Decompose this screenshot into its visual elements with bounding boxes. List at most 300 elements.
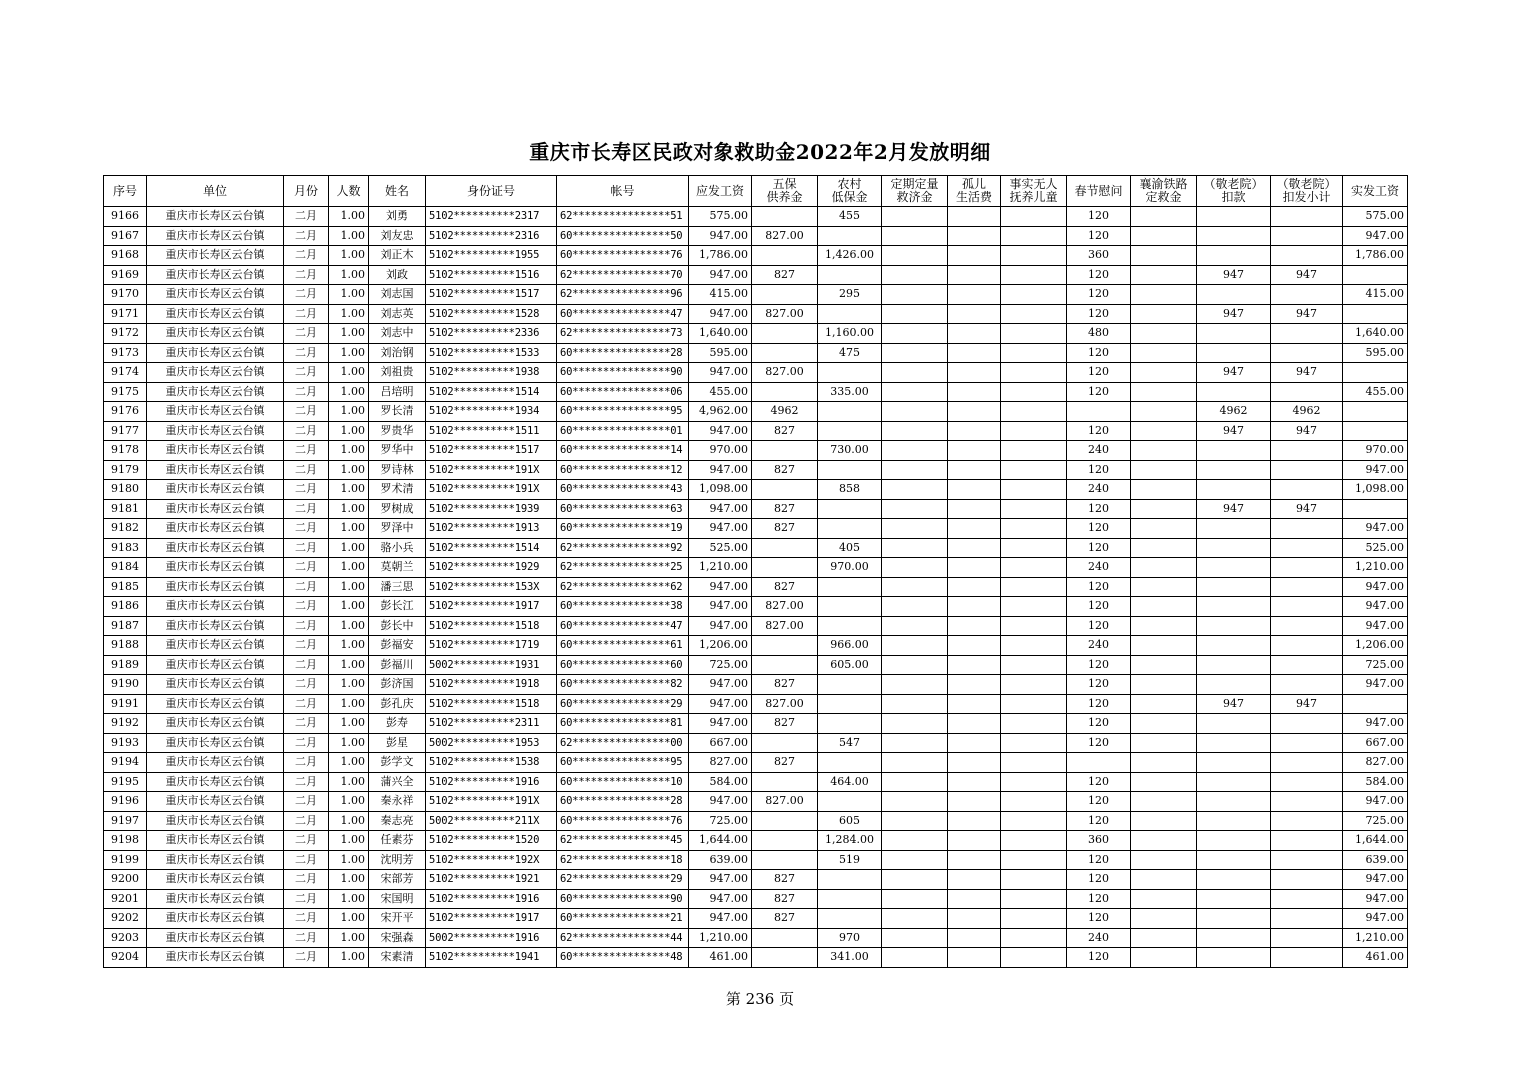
cell-net-pay: 725.00 <box>1343 655 1408 675</box>
cell-id-number: 5102**********153X <box>426 577 557 597</box>
cell-seq: 9191 <box>104 694 147 714</box>
cell-nursing-home-deduction: 947 <box>1197 304 1271 324</box>
cell-name: 吕培明 <box>369 382 426 402</box>
cell-month: 二月 <box>284 909 329 929</box>
cell-month: 二月 <box>284 850 329 870</box>
cell-seq: 9167 <box>104 226 147 246</box>
cell-rural-dibao <box>818 363 882 383</box>
cell-seq: 9175 <box>104 382 147 402</box>
cell-count: 1.00 <box>329 811 369 831</box>
cell-nursing-home-deduction <box>1197 928 1271 948</box>
cell-month: 二月 <box>284 889 329 909</box>
cell-rural-dibao <box>818 597 882 617</box>
cell-unit: 重庆市长寿区云台镇 <box>147 480 284 500</box>
cell-id-number: 5102**********1955 <box>426 246 557 266</box>
cell-de-facto-orphan <box>1001 616 1067 636</box>
cell-unit: 重庆市长寿区云台镇 <box>147 597 284 617</box>
cell-month: 二月 <box>284 636 329 656</box>
cell-account-number: 62****************29 <box>557 870 689 890</box>
cell-rural-dibao <box>818 694 882 714</box>
cell-seq: 9183 <box>104 538 147 558</box>
table-row <box>104 948 1408 968</box>
cell-seq: 9179 <box>104 460 147 480</box>
cell-unit: 重庆市长寿区云台镇 <box>147 207 284 227</box>
cell-account-number: 62****************62 <box>557 577 689 597</box>
cell-account-number: 60****************82 <box>557 675 689 695</box>
table-row <box>104 909 1408 929</box>
cell-rural-dibao <box>818 753 882 773</box>
cell-xiangyu-railway-relief <box>1131 226 1197 246</box>
cell-nursing-home-deduction-subtotal <box>1271 460 1343 480</box>
table-row <box>104 363 1408 383</box>
cell-orphan-allowance <box>948 655 1001 675</box>
cell-spring-festival-bonus: 360 <box>1067 246 1131 266</box>
cell-count: 1.00 <box>329 304 369 324</box>
cell-fixed-relief <box>882 636 948 656</box>
cell-orphan-allowance <box>948 480 1001 500</box>
cell-spring-festival-bonus: 240 <box>1067 558 1131 578</box>
cell-account-number: 60****************47 <box>557 304 689 324</box>
cell-wubao-support <box>752 772 818 792</box>
cell-nursing-home-deduction-subtotal <box>1271 675 1343 695</box>
cell-nursing-home-deduction-subtotal <box>1271 226 1343 246</box>
cell-nursing-home-deduction-subtotal <box>1271 928 1343 948</box>
cell-orphan-allowance <box>948 850 1001 870</box>
cell-de-facto-orphan <box>1001 207 1067 227</box>
cell-gross-pay: 947.00 <box>689 694 752 714</box>
cell-orphan-allowance <box>948 382 1001 402</box>
cell-seq: 9196 <box>104 792 147 812</box>
cell-nursing-home-deduction <box>1197 889 1271 909</box>
cell-de-facto-orphan <box>1001 538 1067 558</box>
cell-rural-dibao: 335.00 <box>818 382 882 402</box>
cell-count: 1.00 <box>329 850 369 870</box>
cell-unit: 重庆市长寿区云台镇 <box>147 831 284 851</box>
cell-count: 1.00 <box>329 343 369 363</box>
cell-gross-pay: 947.00 <box>689 304 752 324</box>
cell-count: 1.00 <box>329 363 369 383</box>
table-row <box>104 460 1408 480</box>
cell-name: 任素芬 <box>369 831 426 851</box>
cell-xiangyu-railway-relief <box>1131 831 1197 851</box>
cell-de-facto-orphan <box>1001 714 1067 734</box>
cell-account-number: 60****************01 <box>557 421 689 441</box>
cell-seq: 9173 <box>104 343 147 363</box>
cell-gross-pay: 947.00 <box>689 577 752 597</box>
cell-rural-dibao: 455 <box>818 207 882 227</box>
cell-unit: 重庆市长寿区云台镇 <box>147 870 284 890</box>
cell-spring-festival-bonus: 120 <box>1067 207 1131 227</box>
cell-gross-pay: 947.00 <box>689 460 752 480</box>
cell-seq: 9202 <box>104 909 147 929</box>
cell-rural-dibao: 970.00 <box>818 558 882 578</box>
cell-count: 1.00 <box>329 460 369 480</box>
table-row <box>104 636 1408 656</box>
cell-month: 二月 <box>284 870 329 890</box>
cell-fixed-relief <box>882 909 948 929</box>
cell-nursing-home-deduction-subtotal <box>1271 577 1343 597</box>
cell-xiangyu-railway-relief <box>1131 675 1197 695</box>
cell-count: 1.00 <box>329 675 369 695</box>
cell-unit: 重庆市长寿区云台镇 <box>147 265 284 285</box>
cell-month: 二月 <box>284 733 329 753</box>
cell-unit: 重庆市长寿区云台镇 <box>147 226 284 246</box>
cell-count: 1.00 <box>329 655 369 675</box>
table-row <box>104 402 1408 422</box>
cell-net-pay <box>1343 363 1408 383</box>
cell-wubao-support: 827 <box>752 753 818 773</box>
cell-nursing-home-deduction-subtotal <box>1271 870 1343 890</box>
header-id-number: 身份证号 <box>426 176 557 207</box>
cell-count: 1.00 <box>329 538 369 558</box>
cell-nursing-home-deduction-subtotal <box>1271 538 1343 558</box>
cell-fixed-relief <box>882 577 948 597</box>
cell-xiangyu-railway-relief <box>1131 538 1197 558</box>
cell-wubao-support <box>752 928 818 948</box>
cell-spring-festival-bonus: 120 <box>1067 285 1131 305</box>
cell-gross-pay: 595.00 <box>689 343 752 363</box>
cell-nursing-home-deduction-subtotal <box>1271 616 1343 636</box>
cell-count: 1.00 <box>329 694 369 714</box>
cell-fixed-relief <box>882 694 948 714</box>
cell-nursing-home-deduction <box>1197 480 1271 500</box>
cell-de-facto-orphan <box>1001 324 1067 344</box>
cell-de-facto-orphan <box>1001 402 1067 422</box>
cell-rural-dibao <box>818 226 882 246</box>
cell-orphan-allowance <box>948 694 1001 714</box>
cell-net-pay: 1,644.00 <box>1343 831 1408 851</box>
page-number: 第 236 页 <box>725 990 795 1008</box>
cell-xiangyu-railway-relief <box>1131 421 1197 441</box>
cell-id-number: 5102**********1533 <box>426 343 557 363</box>
cell-de-facto-orphan <box>1001 499 1067 519</box>
cell-month: 二月 <box>284 499 329 519</box>
cell-count: 1.00 <box>329 519 369 539</box>
cell-gross-pay: 4,962.00 <box>689 402 752 422</box>
cell-wubao-support <box>752 655 818 675</box>
cell-seq: 9178 <box>104 441 147 461</box>
cell-nursing-home-deduction-subtotal <box>1271 519 1343 539</box>
cell-xiangyu-railway-relief <box>1131 694 1197 714</box>
cell-xiangyu-railway-relief <box>1131 792 1197 812</box>
cell-spring-festival-bonus: 120 <box>1067 363 1131 383</box>
cell-month: 二月 <box>284 811 329 831</box>
cell-fixed-relief <box>882 850 948 870</box>
cell-xiangyu-railway-relief <box>1131 753 1197 773</box>
cell-rural-dibao: 475 <box>818 343 882 363</box>
cell-spring-festival-bonus: 120 <box>1067 265 1131 285</box>
cell-month: 二月 <box>284 480 329 500</box>
cell-fixed-relief <box>882 480 948 500</box>
cell-name: 刘友忠 <box>369 226 426 246</box>
cell-unit: 重庆市长寿区云台镇 <box>147 811 284 831</box>
cell-account-number: 60****************95 <box>557 753 689 773</box>
cell-orphan-allowance <box>948 772 1001 792</box>
cell-fixed-relief <box>882 265 948 285</box>
cell-net-pay: 827.00 <box>1343 753 1408 773</box>
cell-account-number: 60****************21 <box>557 909 689 929</box>
cell-spring-festival-bonus: 120 <box>1067 675 1131 695</box>
cell-nursing-home-deduction <box>1197 811 1271 831</box>
cell-spring-festival-bonus: 120 <box>1067 343 1131 363</box>
cell-de-facto-orphan <box>1001 558 1067 578</box>
cell-id-number: 5102**********2311 <box>426 714 557 734</box>
cell-spring-festival-bonus: 120 <box>1067 597 1131 617</box>
cell-count: 1.00 <box>329 928 369 948</box>
cell-account-number: 60****************76 <box>557 246 689 266</box>
cell-id-number: 5102**********192X <box>426 850 557 870</box>
cell-name: 沈明芳 <box>369 850 426 870</box>
cell-gross-pay: 947.00 <box>689 889 752 909</box>
header-wubao-support: 五保 供养金 <box>752 176 818 207</box>
cell-month: 二月 <box>284 948 329 968</box>
cell-name: 刘正木 <box>369 246 426 266</box>
cell-fixed-relief <box>882 733 948 753</box>
cell-orphan-allowance <box>948 831 1001 851</box>
cell-net-pay <box>1343 402 1408 422</box>
table-row <box>104 558 1408 578</box>
cell-id-number: 5102**********1518 <box>426 694 557 714</box>
cell-name: 蒲兴全 <box>369 772 426 792</box>
cell-count: 1.00 <box>329 733 369 753</box>
cell-gross-pay: 947.00 <box>689 675 752 695</box>
cell-orphan-allowance <box>948 636 1001 656</box>
cell-xiangyu-railway-relief <box>1131 616 1197 636</box>
cell-nursing-home-deduction-subtotal <box>1271 285 1343 305</box>
cell-seq: 9192 <box>104 714 147 734</box>
cell-nursing-home-deduction-subtotal: 947 <box>1271 499 1343 519</box>
cell-orphan-allowance <box>948 616 1001 636</box>
cell-net-pay: 947.00 <box>1343 460 1408 480</box>
table-row <box>104 538 1408 558</box>
cell-de-facto-orphan <box>1001 226 1067 246</box>
cell-nursing-home-deduction-subtotal <box>1271 948 1343 968</box>
cell-nursing-home-deduction <box>1197 246 1271 266</box>
cell-rural-dibao: 858 <box>818 480 882 500</box>
header-count: 人数 <box>329 176 369 207</box>
cell-de-facto-orphan <box>1001 792 1067 812</box>
cell-xiangyu-railway-relief <box>1131 577 1197 597</box>
cell-de-facto-orphan <box>1001 753 1067 773</box>
cell-name: 刘政 <box>369 265 426 285</box>
cell-id-number: 5102**********1918 <box>426 675 557 695</box>
cell-rural-dibao <box>818 460 882 480</box>
table-row <box>104 382 1408 402</box>
cell-net-pay: 947.00 <box>1343 577 1408 597</box>
cell-fixed-relief <box>882 558 948 578</box>
cell-rural-dibao: 1,284.00 <box>818 831 882 851</box>
cell-month: 二月 <box>284 928 329 948</box>
cell-account-number: 62****************45 <box>557 831 689 851</box>
cell-xiangyu-railway-relief <box>1131 636 1197 656</box>
cell-nursing-home-deduction: 4962 <box>1197 402 1271 422</box>
cell-seq: 9174 <box>104 363 147 383</box>
cell-wubao-support: 827.00 <box>752 694 818 714</box>
cell-month: 二月 <box>284 616 329 636</box>
cell-xiangyu-railway-relief <box>1131 460 1197 480</box>
header-rural-dibao: 农村 低保金 <box>818 176 882 207</box>
cell-id-number: 5002**********1953 <box>426 733 557 753</box>
cell-xiangyu-railway-relief <box>1131 558 1197 578</box>
cell-name: 秦志亮 <box>369 811 426 831</box>
cell-name: 罗泽中 <box>369 519 426 539</box>
cell-fixed-relief <box>882 948 948 968</box>
cell-count: 1.00 <box>329 909 369 929</box>
cell-fixed-relief <box>882 675 948 695</box>
cell-nursing-home-deduction: 947 <box>1197 499 1271 519</box>
cell-account-number: 62****************70 <box>557 265 689 285</box>
cell-nursing-home-deduction-subtotal <box>1271 246 1343 266</box>
cell-gross-pay: 947.00 <box>689 265 752 285</box>
cell-net-pay: 970.00 <box>1343 441 1408 461</box>
cell-id-number: 5102**********1518 <box>426 616 557 636</box>
cell-de-facto-orphan <box>1001 460 1067 480</box>
cell-month: 二月 <box>284 694 329 714</box>
cell-fixed-relief <box>882 714 948 734</box>
cell-id-number: 5102**********1516 <box>426 265 557 285</box>
cell-wubao-support: 827.00 <box>752 304 818 324</box>
cell-orphan-allowance <box>948 441 1001 461</box>
cell-net-pay: 1,210.00 <box>1343 928 1408 948</box>
cell-seq: 9170 <box>104 285 147 305</box>
cell-gross-pay: 947.00 <box>689 363 752 383</box>
cell-seq: 9172 <box>104 324 147 344</box>
cell-fixed-relief <box>882 343 948 363</box>
cell-nursing-home-deduction <box>1197 792 1271 812</box>
cell-name: 宋素清 <box>369 948 426 968</box>
cell-fixed-relief <box>882 538 948 558</box>
cell-seq: 9168 <box>104 246 147 266</box>
cell-de-facto-orphan <box>1001 285 1067 305</box>
cell-name: 彭星 <box>369 733 426 753</box>
cell-nursing-home-deduction <box>1197 655 1271 675</box>
cell-name: 彭长中 <box>369 616 426 636</box>
cell-rural-dibao <box>818 889 882 909</box>
cell-id-number: 5102**********1934 <box>426 402 557 422</box>
cell-count: 1.00 <box>329 636 369 656</box>
cell-fixed-relief <box>882 519 948 539</box>
cell-orphan-allowance <box>948 402 1001 422</box>
cell-unit: 重庆市长寿区云台镇 <box>147 675 284 695</box>
cell-account-number: 60****************50 <box>557 226 689 246</box>
cell-orphan-allowance <box>948 753 1001 773</box>
cell-seq: 9166 <box>104 207 147 227</box>
cell-rural-dibao: 730.00 <box>818 441 882 461</box>
cell-unit: 重庆市长寿区云台镇 <box>147 382 284 402</box>
cell-nursing-home-deduction-subtotal: 947 <box>1271 304 1343 324</box>
cell-rural-dibao <box>818 499 882 519</box>
cell-gross-pay: 525.00 <box>689 538 752 558</box>
cell-id-number: 5102**********1917 <box>426 597 557 617</box>
cell-gross-pay: 575.00 <box>689 207 752 227</box>
cell-nursing-home-deduction <box>1197 636 1271 656</box>
cell-name: 刘志英 <box>369 304 426 324</box>
table-row <box>104 831 1408 851</box>
cell-de-facto-orphan <box>1001 909 1067 929</box>
cell-wubao-support <box>752 343 818 363</box>
cell-gross-pay: 584.00 <box>689 772 752 792</box>
cell-net-pay: 725.00 <box>1343 811 1408 831</box>
cell-nursing-home-deduction: 947 <box>1197 265 1271 285</box>
cell-account-number: 60****************12 <box>557 460 689 480</box>
cell-unit: 重庆市长寿区云台镇 <box>147 850 284 870</box>
cell-fixed-relief <box>882 402 948 422</box>
cell-id-number: 5102**********1719 <box>426 636 557 656</box>
cell-de-facto-orphan <box>1001 343 1067 363</box>
table-row <box>104 343 1408 363</box>
cell-id-number: 5102**********1514 <box>426 538 557 558</box>
cell-xiangyu-railway-relief <box>1131 948 1197 968</box>
cell-nursing-home-deduction <box>1197 772 1271 792</box>
cell-unit: 重庆市长寿区云台镇 <box>147 538 284 558</box>
cell-seq: 9181 <box>104 499 147 519</box>
cell-de-facto-orphan <box>1001 928 1067 948</box>
cell-unit: 重庆市长寿区云台镇 <box>147 694 284 714</box>
cell-account-number: 60****************29 <box>557 694 689 714</box>
cell-count: 1.00 <box>329 402 369 422</box>
cell-fixed-relief <box>882 285 948 305</box>
cell-wubao-support: 827 <box>752 889 818 909</box>
cell-gross-pay: 947.00 <box>689 714 752 734</box>
cell-seq: 9176 <box>104 402 147 422</box>
cell-month: 二月 <box>284 304 329 324</box>
cell-name: 莫朝兰 <box>369 558 426 578</box>
cell-gross-pay: 947.00 <box>689 909 752 929</box>
cell-unit: 重庆市长寿区云台镇 <box>147 499 284 519</box>
cell-net-pay: 525.00 <box>1343 538 1408 558</box>
cell-nursing-home-deduction-subtotal <box>1271 909 1343 929</box>
cell-month: 二月 <box>284 558 329 578</box>
cell-id-number: 5102**********1517 <box>426 441 557 461</box>
cell-id-number: 5102**********2336 <box>426 324 557 344</box>
cell-orphan-allowance <box>948 577 1001 597</box>
cell-month: 二月 <box>284 460 329 480</box>
cell-rural-dibao <box>818 577 882 597</box>
cell-wubao-support <box>752 324 818 344</box>
cell-nursing-home-deduction <box>1197 831 1271 851</box>
cell-month: 二月 <box>284 382 329 402</box>
cell-count: 1.00 <box>329 948 369 968</box>
cell-rural-dibao <box>818 870 882 890</box>
cell-unit: 重庆市长寿区云台镇 <box>147 363 284 383</box>
cell-de-facto-orphan <box>1001 733 1067 753</box>
cell-id-number: 5102**********1917 <box>426 909 557 929</box>
header-spring-festival-bonus: 春节慰问 <box>1067 176 1131 207</box>
header-fixed-relief: 定期定量 救济金 <box>882 176 948 207</box>
cell-wubao-support <box>752 480 818 500</box>
cell-orphan-allowance <box>948 675 1001 695</box>
cell-month: 二月 <box>284 538 329 558</box>
table-row <box>104 889 1408 909</box>
cell-name: 刘志中 <box>369 324 426 344</box>
cell-net-pay <box>1343 694 1408 714</box>
cell-spring-festival-bonus: 240 <box>1067 480 1131 500</box>
cell-count: 1.00 <box>329 616 369 636</box>
cell-xiangyu-railway-relief <box>1131 850 1197 870</box>
cell-gross-pay: 827.00 <box>689 753 752 773</box>
cell-month: 二月 <box>284 714 329 734</box>
cell-id-number: 5102**********191X <box>426 792 557 812</box>
cell-wubao-support: 827 <box>752 909 818 929</box>
header-nursing-home-deduction-subtotal: （敬老院） 扣发小计 <box>1271 176 1343 207</box>
table-row <box>104 246 1408 266</box>
cell-name: 彭孔庆 <box>369 694 426 714</box>
cell-de-facto-orphan <box>1001 519 1067 539</box>
table-row <box>104 694 1408 714</box>
cell-orphan-allowance <box>948 421 1001 441</box>
cell-xiangyu-railway-relief <box>1131 324 1197 344</box>
cell-de-facto-orphan <box>1001 870 1067 890</box>
